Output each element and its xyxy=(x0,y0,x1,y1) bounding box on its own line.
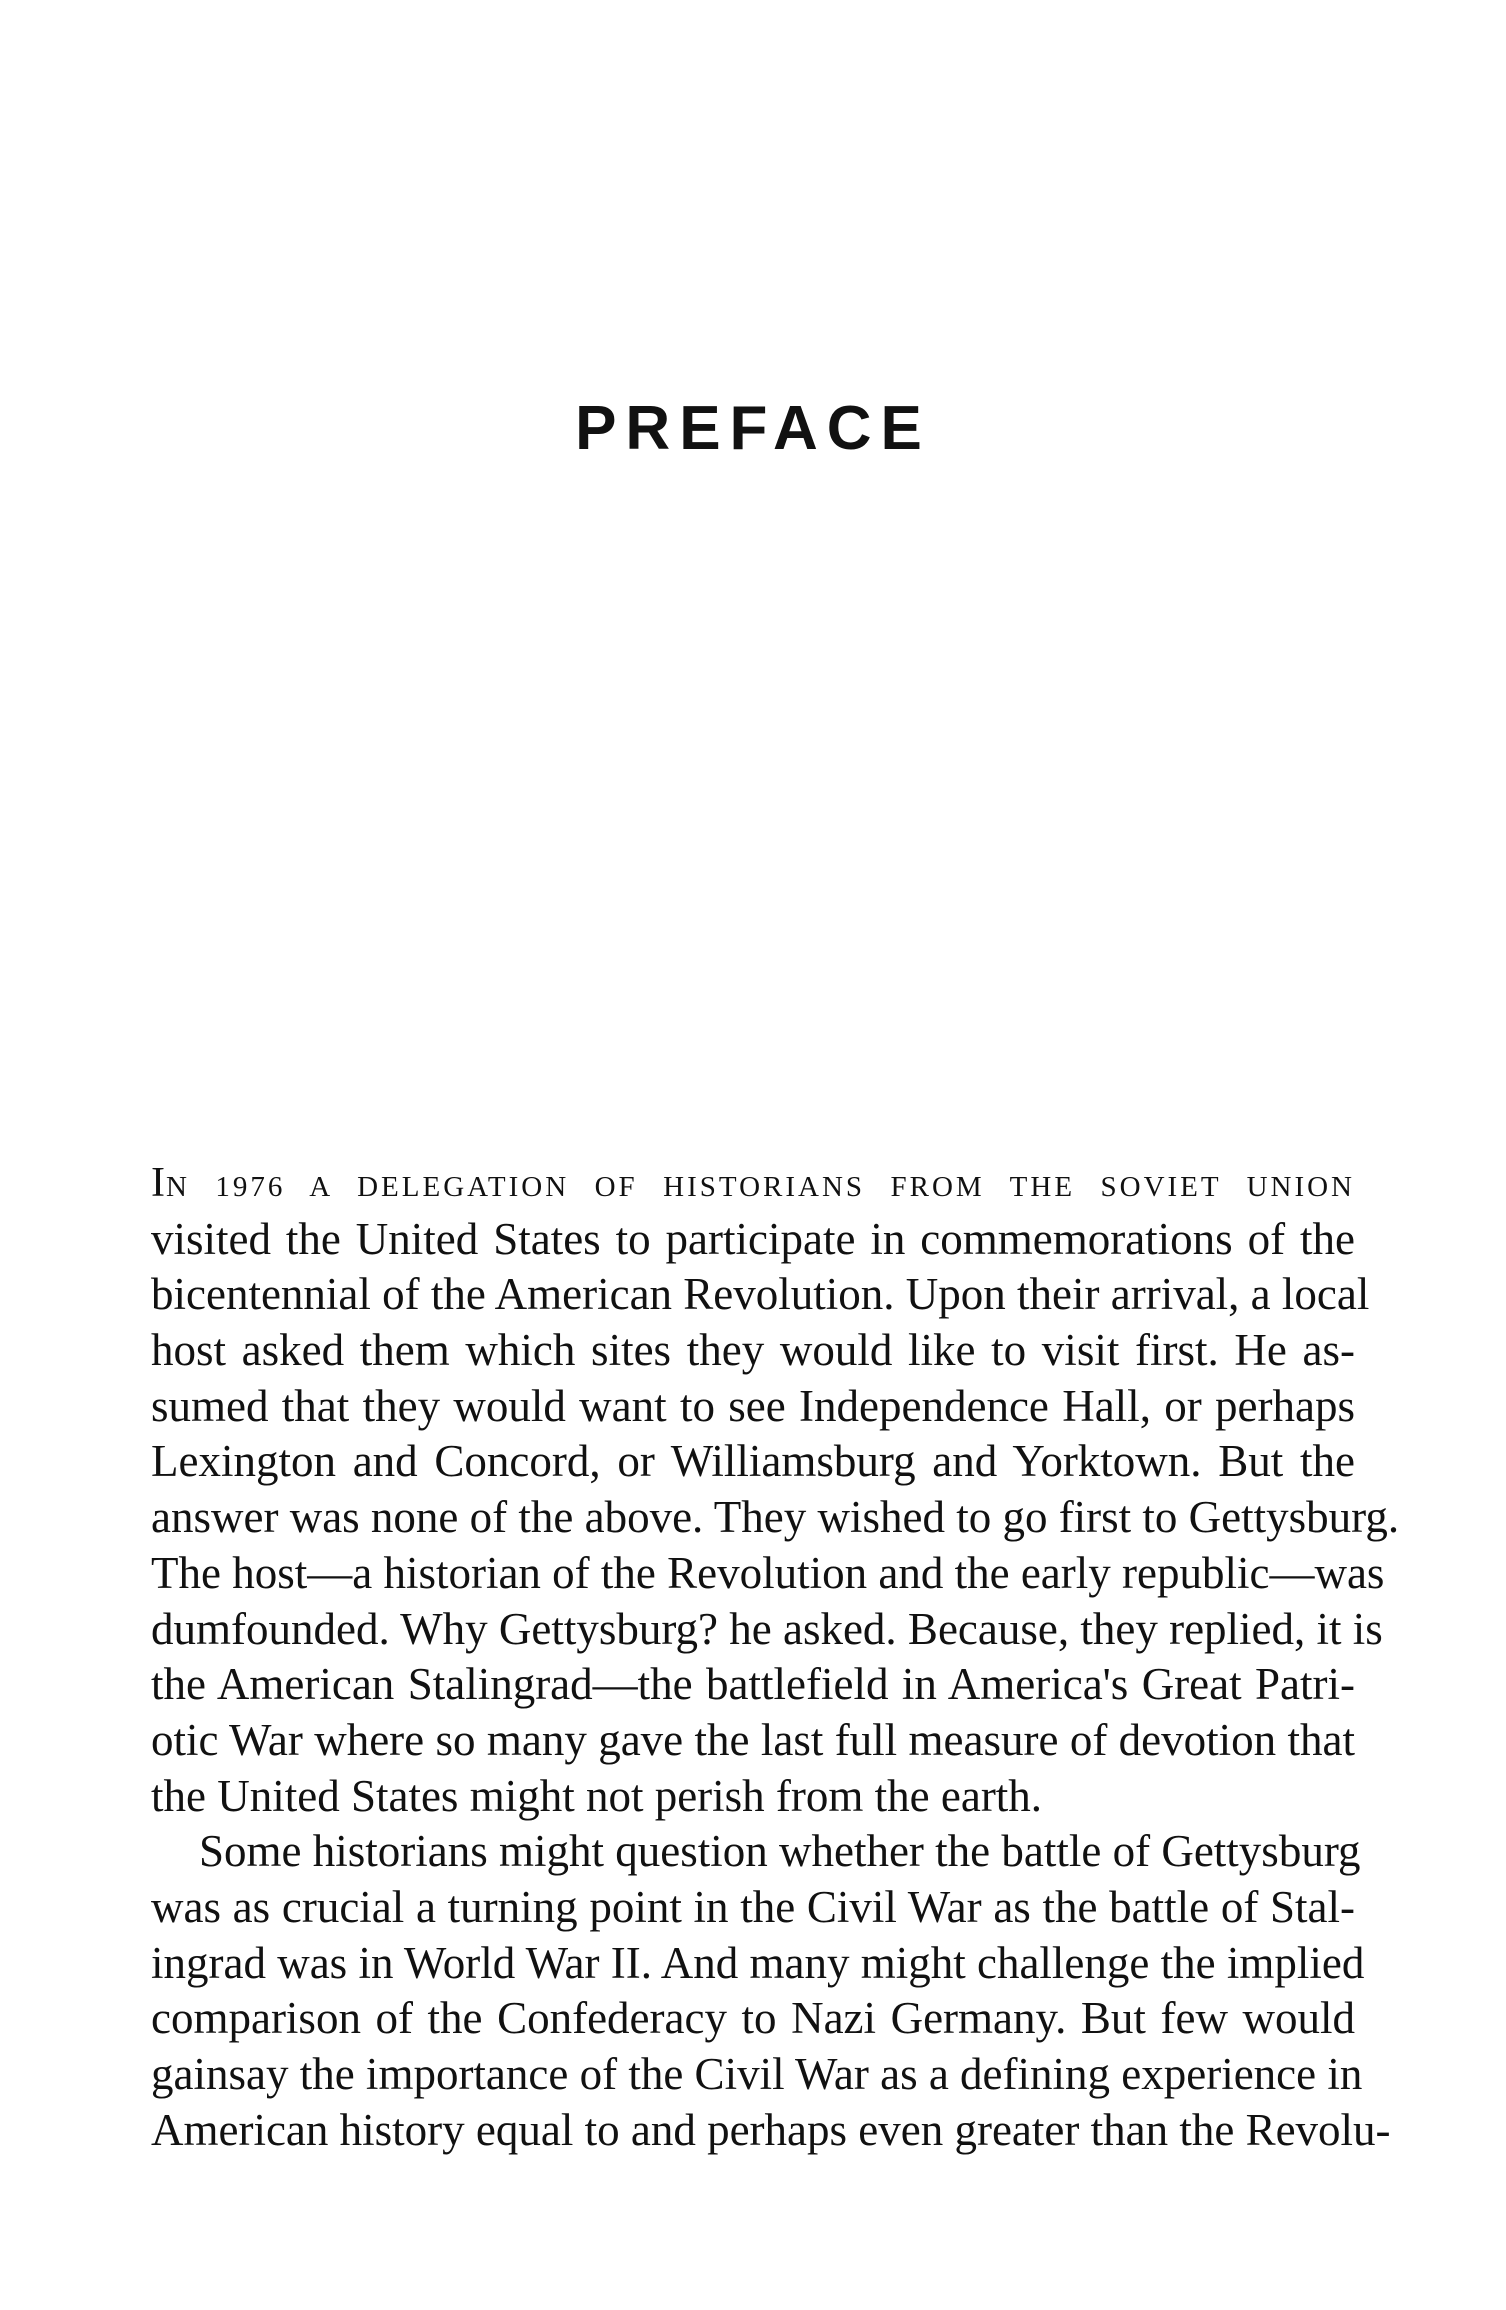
lead-capital: I xyxy=(151,1160,166,1206)
text-line: the United States might not perish from the earth. xyxy=(151,1770,1043,1821)
text-line: dumfounded. Why Gettysburg? he asked. Because, they replied, it is xyxy=(151,1603,1383,1654)
text-line: The host—a historian of the Revolution and the early republic—was xyxy=(151,1547,1385,1598)
text-line: Some historians might question whether the battle of Gettysburg xyxy=(199,1826,1361,1877)
paragraph xyxy=(151,1824,1391,2158)
text-line: ingrad was in World War II. And many might challenge the implied xyxy=(151,1937,1365,1988)
paragraph xyxy=(151,1156,1400,1824)
text-line: American history equal to and perhaps even greater than the Revolu- xyxy=(151,2104,1391,2155)
text-line: visited the United States to participate in commemorations of the xyxy=(151,1213,1355,1264)
page-title: PREFACE xyxy=(575,394,931,463)
text-line: gainsay the importance of the Civil War as a defining experience in xyxy=(151,2049,1363,2099)
text-line: answer was none of the above. They wished to go first to Gettysburg. xyxy=(151,1492,1400,1543)
text-line: otic War where so many gave the last full measure of devotion that xyxy=(151,1714,1355,1765)
text-line: comparison of the Confederacy to Nazi Germany. But few would xyxy=(151,1993,1355,2044)
text-line: host asked them which sites they would like to visit first. He as- xyxy=(151,1325,1355,1376)
text-line: sumed that they would want to see Independence Hall, or perhaps xyxy=(151,1380,1355,1431)
text-line: bicentennial of the American Revolution. Upon their arrival, a local xyxy=(151,1269,1370,1320)
text-line-smallcaps-opening: IN 1976 A DELEGATION OF HISTORIANS FROM THE SOVIET UNION xyxy=(151,1160,1355,1206)
text-line: the American Stalingrad—the battlefield in America's Great Patri- xyxy=(151,1659,1355,1710)
text-line: was as crucial a turning point in the Civil War as the battle of Stal- xyxy=(151,1881,1355,1932)
body-text xyxy=(151,1156,1400,2158)
text-line: Lexington and Concord, or Williamsburg and Yorktown. But the xyxy=(151,1436,1355,1487)
